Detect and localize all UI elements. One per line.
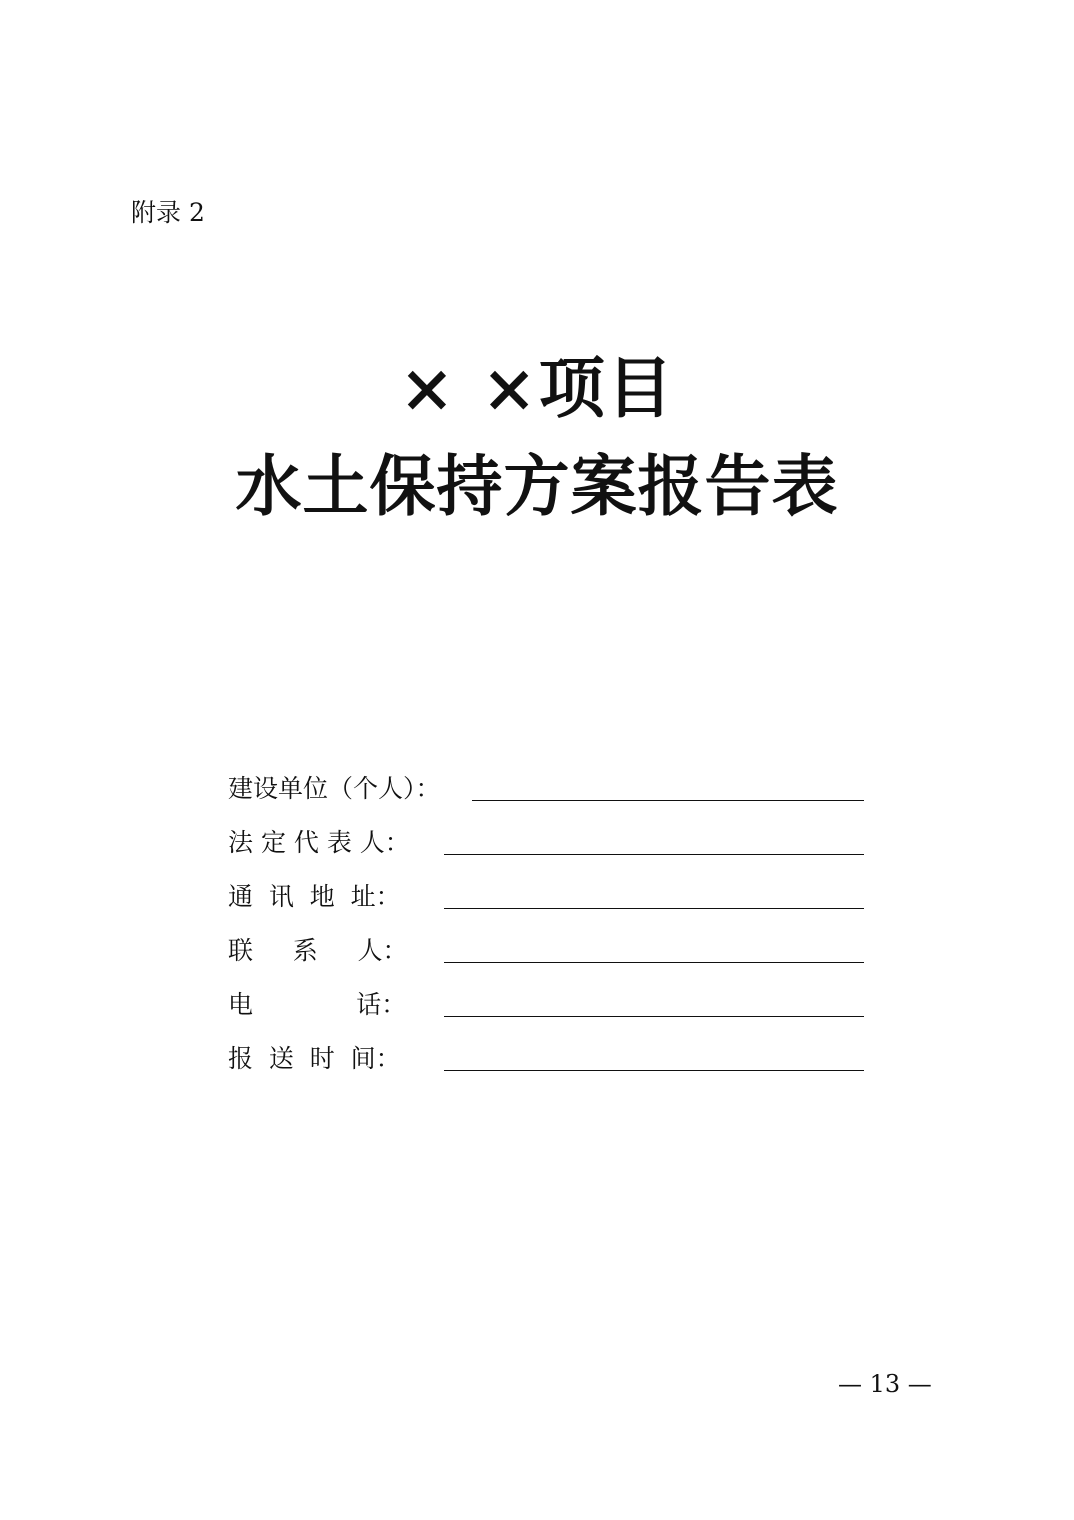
field-label-legal-representative: 法 定 代 表 人： (228, 828, 410, 857)
field-label-phone: 电 话： (228, 990, 407, 1019)
field-label-address: 通 讯 地 址： (228, 882, 401, 911)
document-title-report: 水土保持方案报告表 (235, 447, 839, 525)
field-line-submit-date[interactable] (444, 1070, 864, 1071)
form-row-legal-representative (228, 806, 868, 860)
form-row-builder (228, 752, 868, 806)
field-label-contact: 联 系 人： (228, 936, 408, 965)
field-line-legal-representative[interactable] (444, 854, 864, 855)
appendix-label: 附录 2 (131, 198, 205, 227)
field-line-builder[interactable] (472, 800, 864, 801)
form-row-phone (228, 968, 868, 1022)
field-label-submit-date: 报 送 时 间： (228, 1044, 401, 1073)
field-line-phone[interactable] (444, 1016, 864, 1017)
field-label-builder: 建设单位（个人）： (228, 774, 441, 803)
page-number: — 13 — (838, 1370, 932, 1398)
form-row-submit-date (228, 1022, 868, 1076)
report-info-form (228, 752, 868, 1076)
field-line-address[interactable] (444, 908, 864, 909)
document-title-project: × ×项目 (399, 349, 675, 427)
form-row-contact (228, 914, 868, 968)
form-row-address (228, 860, 868, 914)
field-line-contact[interactable] (444, 962, 864, 963)
